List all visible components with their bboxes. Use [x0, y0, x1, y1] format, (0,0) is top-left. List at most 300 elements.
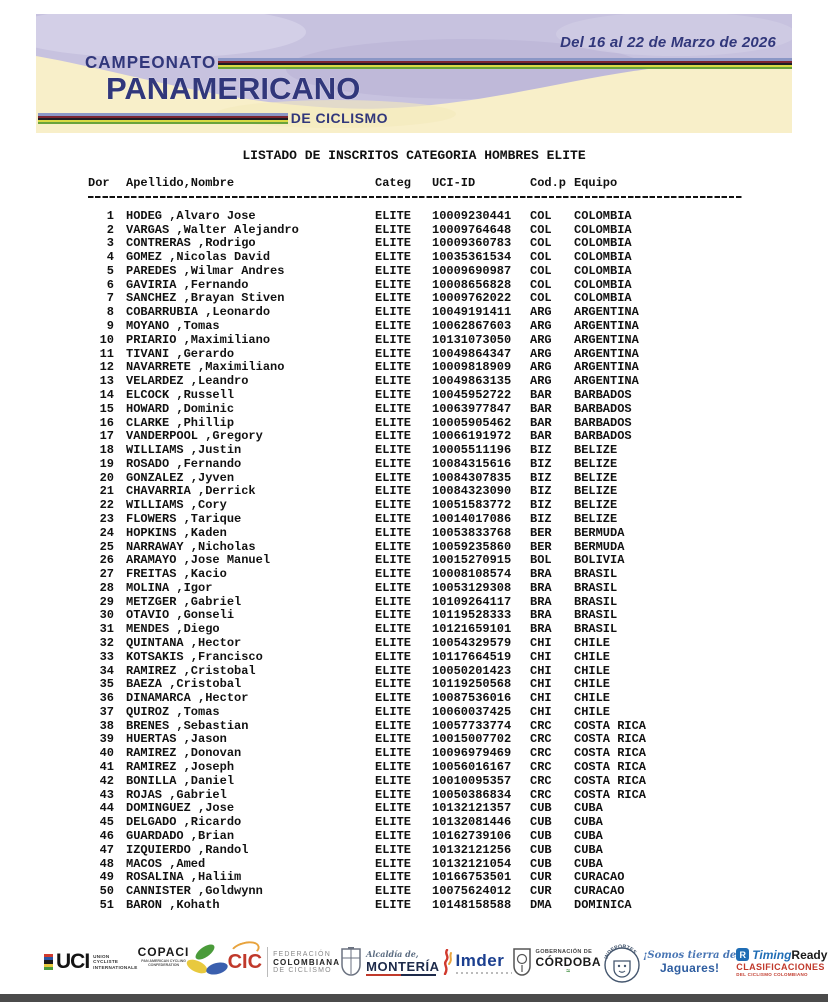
rider-uci-id: 10009230441 [432, 208, 512, 223]
rider-uci-id: 10051583772 [432, 498, 512, 513]
rider-name: MENDES ,Diego [126, 622, 220, 637]
rider-uci-id: 10015007702 [432, 732, 512, 747]
rider-team: BELIZE [574, 443, 618, 458]
rider-team: CHILE [574, 636, 611, 650]
rider-category: ELITE [375, 704, 412, 719]
rider-category: ELITE [375, 801, 412, 816]
rider-category: ELITE [375, 856, 412, 871]
rider-name: PRIARIO ,Maximiliano [126, 332, 271, 347]
rider-team: COLOMBIA [574, 250, 632, 265]
rider-team: COLOMBIA [574, 236, 632, 251]
copaci-wordmark: COPACI [137, 945, 190, 959]
rider-country-code: BER [530, 539, 552, 554]
rider-name: CHAVARRIA ,Derrick [126, 484, 256, 499]
rider-dorsal: 51 [99, 897, 114, 912]
rider-dorsal: 9 [106, 319, 114, 334]
rider-uci-id: 10009764648 [432, 222, 512, 237]
rider-name: MOYANO ,Tomas [126, 319, 220, 334]
timingready-line1: CLASIFICACIONES [736, 961, 825, 972]
rider-country-code: BIZ [530, 443, 552, 458]
rider-dorsal: 21 [99, 484, 114, 499]
rider-uci-id: 10132121256 [432, 842, 512, 857]
rider-team: BELIZE [574, 456, 618, 471]
event-banner [36, 14, 792, 133]
rider-team: COSTA RICA [574, 746, 647, 761]
imder-logo [440, 949, 512, 975]
rider-uci-id: 10063977847 [432, 401, 512, 416]
rider-uci-id: 10109264117 [432, 594, 512, 609]
rider-country-code: BIZ [530, 484, 552, 499]
rider-country-code: CUB [530, 828, 552, 843]
rider-row [88, 706, 748, 720]
rider-name: GUARDADO ,Brian [126, 828, 235, 843]
rider-dorsal: 15 [99, 401, 114, 416]
rider-category: ELITE [375, 677, 412, 692]
rider-name: DOMINGUEZ ,Jose [126, 801, 235, 816]
rider-uci-id: 10121659101 [432, 622, 512, 637]
rider-name: QUINTANA ,Hector [126, 636, 242, 650]
rider-name: QUIROZ ,Tomas [126, 704, 220, 719]
rider-team: BRASIL [574, 608, 618, 623]
rider-country-code: COL [530, 250, 552, 265]
rider-row [88, 320, 748, 334]
rider-team: CHILE [574, 691, 611, 706]
rider-category: ELITE [375, 401, 412, 416]
rider-dorsal: 2 [106, 222, 114, 237]
table-divider [88, 196, 742, 198]
monteria-crest-icon [340, 947, 362, 977]
rider-category: ELITE [375, 636, 412, 650]
rider-name: ARAMAYO ,Jose Manuel [126, 553, 271, 568]
rider-dorsal: 18 [99, 443, 114, 458]
column-header-dorsal: Dor [88, 176, 110, 190]
rider-name: HOWARD ,Dominic [126, 401, 235, 416]
rider-dorsal: 11 [99, 346, 114, 361]
cordoba-wave-icon: ≈ [566, 968, 571, 975]
rider-dorsal: 41 [99, 760, 114, 775]
rider-category: ELITE [375, 580, 412, 595]
monteria-logo [340, 947, 439, 977]
cordoba-wordmark: CÓRDOBA [535, 955, 602, 969]
rider-dorsal: 25 [99, 539, 114, 554]
rider-uci-id: 10053833768 [432, 525, 512, 540]
rider-country-code: COL [530, 277, 552, 292]
rider-uci-id: 10059235860 [432, 539, 512, 554]
rider-row [88, 361, 748, 375]
rider-name: HODEG ,Alvaro Jose [126, 208, 256, 223]
rider-country-code: ARG [530, 360, 552, 375]
column-header-uci-id: UCI-ID [432, 176, 476, 190]
rider-team: CUBA [574, 801, 603, 816]
rider-uci-id: 10084323090 [432, 484, 512, 499]
rider-country-code: BIZ [530, 470, 552, 485]
column-header-categ: Categ [375, 176, 412, 190]
rider-row [88, 665, 748, 679]
rider-category: ELITE [375, 498, 412, 513]
rider-country-code: BRA [530, 567, 552, 582]
rider-uci-id: 10009762022 [432, 291, 512, 306]
rider-row [88, 775, 748, 789]
rider-name: METZGER ,Gabriel [126, 594, 242, 609]
rider-dorsal: 19 [99, 456, 114, 471]
rider-row [88, 637, 748, 651]
rider-country-code: BRA [530, 622, 552, 637]
table-header-row [88, 177, 748, 191]
rider-country-code: CRC [530, 732, 552, 747]
rider-row [88, 761, 748, 775]
federacion-colombiana-logo [228, 947, 341, 977]
rider-row [88, 720, 748, 734]
banner-title-row-1 [85, 53, 792, 73]
rider-name: VANDERPOOL ,Gregory [126, 429, 263, 444]
rainbow-stripes-icon [38, 113, 288, 124]
rider-country-code: BRA [530, 594, 552, 609]
rider-team: COSTA RICA [574, 773, 647, 788]
rider-dorsal: 14 [99, 387, 114, 402]
rider-row [88, 237, 748, 251]
rider-dorsal: 45 [99, 815, 114, 830]
rider-dorsal: 34 [99, 663, 114, 678]
rider-uci-id: 10049191411 [432, 305, 512, 320]
rider-row [88, 678, 748, 692]
rider-country-code: BAR [530, 401, 552, 416]
rider-uci-id: 10056016167 [432, 760, 512, 775]
rider-name: WILLIAMS ,Cory [126, 498, 227, 513]
rider-category: ELITE [375, 291, 412, 306]
rider-uci-id: 10050386834 [432, 787, 512, 802]
rider-name: DINAMARCA ,Hector [126, 691, 249, 706]
rider-uci-id: 10087536016 [432, 691, 512, 706]
rider-name: NAVARRETE ,Maximiliano [126, 360, 285, 375]
rider-team: CHILE [574, 677, 611, 692]
rider-dorsal: 30 [99, 608, 114, 623]
indeportes-emblem-icon [601, 939, 643, 985]
rider-team: CURACAO [574, 870, 625, 885]
rider-category: ELITE [375, 415, 412, 430]
rider-name: HUERTAS ,Jason [126, 732, 227, 747]
rider-dorsal: 6 [106, 277, 114, 292]
rider-team: ARGENTINA [574, 319, 639, 334]
rider-category: ELITE [375, 208, 412, 223]
rider-uci-id: 10049864347 [432, 346, 512, 361]
rider-name: ROSALINA ,Haliim [126, 870, 242, 885]
cordoba-logo [512, 947, 602, 977]
rider-country-code: ARG [530, 332, 552, 347]
rider-uci-id: 10148158588 [432, 897, 512, 912]
rider-row [88, 651, 748, 665]
rider-name: COBARRUBIA ,Leonardo [126, 305, 271, 320]
rider-team: CHILE [574, 704, 611, 719]
rider-name: MACOS ,Amed [126, 856, 206, 871]
banner-title-de-ciclismo: DE CICLISMO [290, 110, 388, 126]
rider-team: CURACAO [574, 884, 625, 899]
rider-country-code: COL [530, 222, 552, 237]
rider-category: ELITE [375, 236, 412, 251]
rider-uci-id: 10162739106 [432, 828, 512, 843]
uci-rainbow-icon [44, 954, 53, 970]
rider-name: DELGADO ,Ricardo [126, 815, 242, 830]
rider-country-code: CHI [530, 649, 552, 664]
rider-name: PAREDES ,Wilmar Andres [126, 263, 285, 278]
rider-row [88, 899, 748, 913]
rider-row [88, 499, 748, 513]
rider-category: ELITE [375, 360, 412, 375]
rider-dorsal: 17 [99, 429, 114, 444]
rider-country-code: BRA [530, 608, 552, 623]
rider-row [88, 389, 748, 403]
monteria-underline [366, 974, 436, 976]
rider-uci-id: 10005511196 [432, 443, 512, 458]
rider-row [88, 417, 748, 431]
rider-category: ELITE [375, 567, 412, 582]
rider-name: GOMEZ ,Nicolas David [126, 250, 271, 265]
rider-uci-id: 10119250568 [432, 677, 512, 692]
rider-row [88, 334, 748, 348]
rider-country-code: BIZ [530, 456, 552, 471]
rider-team: BELIZE [574, 484, 618, 499]
rider-country-code: CRC [530, 773, 552, 788]
rider-country-code: BIZ [530, 498, 552, 513]
rider-category: ELITE [375, 828, 412, 843]
rider-category: ELITE [375, 760, 412, 775]
rider-team: COLOMBIA [574, 291, 632, 306]
rider-uci-id: 10009360783 [432, 236, 512, 251]
rider-dorsal: 47 [99, 842, 114, 857]
rider-category: ELITE [375, 732, 412, 747]
rider-country-code: CHI [530, 636, 552, 650]
rider-dorsal: 7 [106, 291, 114, 306]
rider-dorsal: 33 [99, 649, 114, 664]
rider-category: ELITE [375, 332, 412, 347]
rider-uci-id: 10084307835 [432, 470, 512, 485]
rider-dorsal: 32 [99, 636, 114, 650]
rider-team: BELIZE [574, 511, 618, 526]
rider-category: ELITE [375, 222, 412, 237]
rider-uci-id: 10053129308 [432, 580, 512, 595]
rider-dorsal: 27 [99, 567, 114, 582]
rider-category: ELITE [375, 511, 412, 526]
rider-team: BERMUDA [574, 525, 625, 540]
rider-country-code: CHI [530, 677, 552, 692]
rider-uci-id: 10060037425 [432, 704, 512, 719]
rider-dorsal: 35 [99, 677, 114, 692]
rider-country-code: CUB [530, 856, 552, 871]
page-title: LISTADO DE INSCRITOS CATEGORIA HOMBRES ELITE [242, 148, 586, 163]
rider-uci-id: 10119528333 [432, 608, 512, 623]
rider-country-code: CUB [530, 801, 552, 816]
banner-title-campeonato: CAMPEONATO [85, 52, 217, 73]
column-header-country-code: Cod.p [530, 176, 567, 190]
rider-row [88, 485, 748, 499]
rider-dorsal: 1 [106, 208, 114, 223]
rider-dorsal: 23 [99, 511, 114, 526]
rider-row [88, 858, 748, 872]
rider-category: ELITE [375, 884, 412, 899]
fcc-line1: FEDERACIÓN [273, 950, 331, 958]
rider-name: WILLIAMS ,Justin [126, 443, 242, 458]
uci-logo [44, 950, 138, 974]
rider-country-code: CRC [530, 718, 552, 733]
rider-row [88, 596, 748, 610]
rider-country-code: CRC [530, 787, 552, 802]
rider-name: VARGAS ,Walter Alejandro [126, 222, 299, 237]
rider-row [88, 789, 748, 803]
rider-dorsal: 13 [99, 374, 114, 389]
rider-team: BARBADOS [574, 429, 632, 444]
rider-category: ELITE [375, 746, 412, 761]
rider-name: RAMIREZ ,Donovan [126, 746, 242, 761]
rider-country-code: CUR [530, 870, 552, 885]
rider-country-code: ARG [530, 374, 552, 389]
rider-country-code: COL [530, 236, 552, 251]
rider-row [88, 458, 748, 472]
rider-country-code: BAR [530, 415, 552, 430]
rider-country-code: DMA [530, 897, 552, 912]
monteria-script: Alcaldía de, [366, 948, 419, 959]
rider-row [88, 568, 748, 582]
rider-team: CUBA [574, 815, 603, 830]
rider-row [88, 609, 748, 623]
rider-team: CHILE [574, 649, 611, 664]
rider-name: NARRAWAY ,Nicholas [126, 539, 256, 554]
rider-dorsal: 42 [99, 773, 114, 788]
rider-category: ELITE [375, 649, 412, 664]
rider-name: BONILLA ,Daniel [126, 773, 235, 788]
rider-dorsal: 50 [99, 884, 114, 899]
rider-uci-id: 10166753501 [432, 870, 512, 885]
rider-dorsal: 10 [99, 332, 114, 347]
rider-category: ELITE [375, 277, 412, 292]
banner-title-panamericano: PANAMERICANO [106, 71, 361, 106]
jaguares-line2: Jaguares! [659, 960, 720, 975]
rider-dorsal: 20 [99, 470, 114, 485]
rider-team: COSTA RICA [574, 787, 647, 802]
startlist-table [88, 177, 748, 913]
rider-dorsal: 39 [99, 732, 114, 747]
table-body [88, 210, 748, 913]
rider-name: GAVIRIA ,Fernando [126, 277, 249, 292]
uci-wordmark: UCI [56, 950, 90, 973]
rider-team: BRASIL [574, 594, 618, 609]
monteria-wordmark: MONTERÍA [366, 958, 440, 974]
rider-uci-id: 10005905462 [432, 415, 512, 430]
rider-row [88, 582, 748, 596]
rider-country-code: CUB [530, 842, 552, 857]
rider-row [88, 844, 748, 858]
rider-row [88, 541, 748, 555]
rider-uci-id: 10062867603 [432, 319, 512, 334]
rider-name: ELCOCK ,Russell [126, 387, 235, 402]
timingready-icon: R [736, 948, 749, 961]
rider-dorsal: 29 [99, 594, 114, 609]
rider-name: BARON ,Kohath [126, 897, 220, 912]
rider-country-code: CRC [530, 746, 552, 761]
rider-uci-id: 10015270915 [432, 553, 512, 568]
rider-category: ELITE [375, 374, 412, 389]
banner-title-row-3 [36, 110, 388, 126]
rider-team: COSTA RICA [574, 760, 647, 775]
viewer-bottom-bar [0, 994, 828, 1002]
rider-name: CONTRERAS ,Rodrigo [126, 236, 256, 251]
rider-uci-id: 10054329579 [432, 636, 512, 650]
rider-dorsal: 16 [99, 415, 114, 430]
rider-country-code: ARG [530, 319, 552, 334]
rider-uci-id: 10075624012 [432, 884, 512, 899]
rider-team: CUBA [574, 856, 603, 871]
rider-category: ELITE [375, 305, 412, 320]
rider-dorsal: 44 [99, 801, 114, 816]
rider-team: DOMINICA [574, 897, 632, 912]
rider-name: RAMIREZ ,Cristobal [126, 663, 256, 678]
rider-category: ELITE [375, 484, 412, 499]
rider-dorsal: 49 [99, 870, 114, 885]
rider-category: ELITE [375, 787, 412, 802]
divider [267, 947, 268, 977]
rider-row [88, 403, 748, 417]
rider-category: ELITE [375, 608, 412, 623]
rider-category: ELITE [375, 470, 412, 485]
rider-country-code: CUB [530, 815, 552, 830]
rider-uci-id: 10132121357 [432, 801, 512, 816]
rider-name: OTAVIO ,Gonseli [126, 608, 235, 623]
copaci-subtitle: PAN AMERICAN CYCLING CONFEDERATION [141, 959, 186, 968]
rider-uci-id: 10050201423 [432, 663, 512, 678]
rider-country-code: COL [530, 208, 552, 223]
rider-dorsal: 48 [99, 856, 114, 871]
rider-dorsal: 40 [99, 746, 114, 761]
rider-row [88, 554, 748, 568]
rider-team: CUBA [574, 828, 603, 843]
rider-category: ELITE [375, 319, 412, 334]
rider-row [88, 513, 748, 527]
indeportes-logo [601, 939, 643, 985]
rider-country-code: BRA [530, 580, 552, 595]
rider-dorsal: 36 [99, 691, 114, 706]
rider-dorsal: 8 [106, 305, 114, 320]
rider-row [88, 210, 748, 224]
rider-team: CHILE [574, 663, 611, 678]
imder-wordmark: Imder [455, 950, 505, 970]
rider-uci-id: 10117664519 [432, 649, 512, 664]
rainbow-stripes-icon [218, 58, 792, 69]
rider-dorsal: 26 [99, 553, 114, 568]
rider-row [88, 830, 748, 844]
rider-row [88, 871, 748, 885]
rider-team: COSTA RICA [574, 732, 647, 747]
rider-name: GONZALEZ ,Jyven [126, 470, 235, 485]
rider-uci-id: 10132121054 [432, 856, 512, 871]
rider-country-code: BER [530, 525, 552, 540]
rider-category: ELITE [375, 456, 412, 471]
copaci-logo [138, 945, 228, 979]
rider-row [88, 472, 748, 486]
rider-uci-id: 10009818909 [432, 360, 512, 375]
rider-country-code: COL [530, 291, 552, 306]
rider-name: FREITAS ,Kacio [126, 567, 227, 582]
rider-name: KOTSAKIS ,Francisco [126, 649, 263, 664]
rider-name: ROJAS ,Gabriel [126, 787, 227, 802]
rider-team: ARGENTINA [574, 332, 639, 347]
rider-row [88, 747, 748, 761]
rider-uci-id: 10008108574 [432, 567, 512, 582]
event-dates: Del 16 al 22 de Marzo de 2026 [560, 34, 776, 51]
rider-row [88, 306, 748, 320]
rider-category: ELITE [375, 594, 412, 609]
rider-name: TIVANI ,Gerardo [126, 346, 235, 361]
rider-country-code: ARG [530, 305, 552, 320]
rider-uci-id: 10057733774 [432, 718, 512, 733]
rider-team: COSTA RICA [574, 718, 647, 733]
